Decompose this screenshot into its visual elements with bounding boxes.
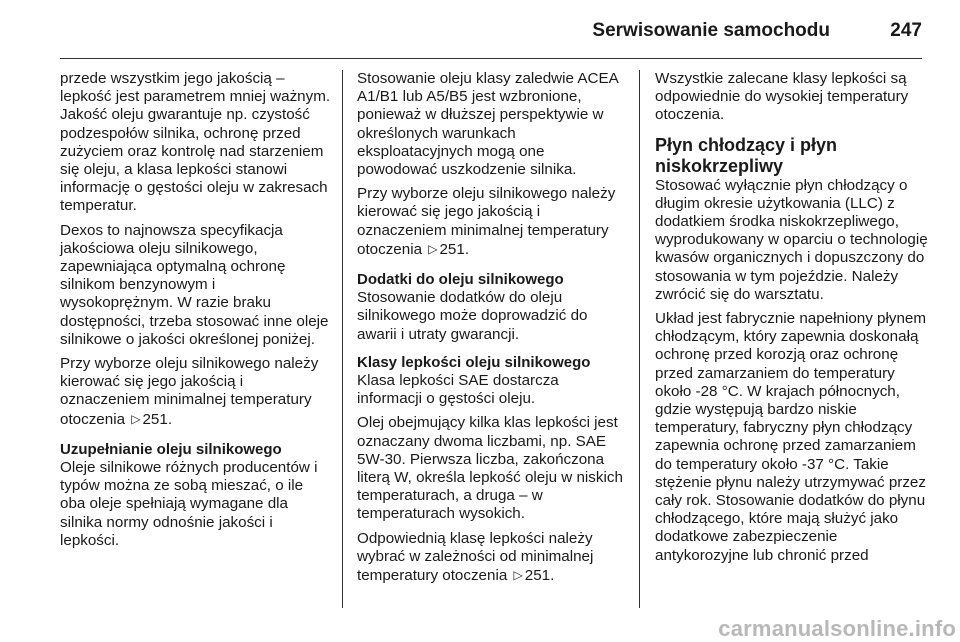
paragraph: przede wszystkim jego jakością – lepkość jest parametrem mniej ważnym. Jakość oleju gwarantuje np. czystość podzespołów silnika, ochronę przed zużyciem oraz kontrolę nad starzeniem się oleju, a klasa lepkości stanowi informację o gęstości oleju w zakresach temperatur. (60, 70, 331, 215)
page-reference[interactable] (426, 241, 469, 258)
paragraph: Układ jest fabrycznie napełniony płynem chłodzącym, który zapewnia doskonałą ochronę przed korozją oraz ochronę przed zamarzaniem do temperatury około -28 °C. W krajach północnych, gdzie występują bardzo niskie temperatury, fabryczny płyn chłodzący zapewnia ochronę przed zamarzaniem do temperatury około -37 °C. Takie stężenie płynu należy utrzymywać przez cały rok. Stosowanie dodatków do płynu chłodzącego, które mają służyć jako dodatkowe zabezpieczenie antykorozyjne lub chronić przed (655, 310, 926, 564)
paragraph (357, 185, 627, 259)
reference-page: 251. (142, 410, 173, 428)
page-reference[interactable] (512, 567, 555, 584)
paragraph: Olej obejmujący kilka klas lepkości jest oznaczany dwoma liczbami, np. SAE 5W-30. Pierwsza liczba, zakończona literą W, określa lepkość oleju w niskich temperaturach, a druga – w temperaturach wysokich. (357, 414, 623, 523)
paragraph (357, 530, 627, 586)
subheading-viscosity-classes: Klasy lepkości oleju silnikowego (357, 353, 591, 371)
column-divider (342, 70, 343, 608)
page-reference[interactable] (129, 411, 172, 428)
paragraph: Dexos to najnowsza specyfikacja jakościowa oleju silnikowego, zapewniająca optymalną ochronę silnikom benzynowym i wysokoprężnym. W razie braku dostępności, trzeba stosować inne oleje silnikowe o jakości określonej poniżej. (60, 221, 329, 348)
paragraph-text: Odpowiednią klasę lepkości należy wybrać w zależności od minimalnej temperatury otoczenia (357, 529, 594, 585)
paragraph (60, 355, 332, 429)
paragraph: Stosowanie dodatków do oleju silnikowego może doprowadzić do awarii i utraty gwarancji. (357, 289, 588, 343)
column-middle (357, 70, 627, 615)
reference-page: 251. (524, 567, 555, 585)
subheading-oil-topup: Uzupełnianie oleju silnikowego (60, 440, 282, 458)
reference-arrow-icon: ▷ (428, 241, 438, 256)
watermark: carmanualsonline.info (718, 616, 956, 641)
page-header (60, 16, 922, 46)
reference-page: 251. (439, 240, 470, 258)
section-heading-coolant: Płyn chłodzący i płyn niskokrzepliwy (655, 134, 838, 176)
paragraph-text: Przy wyborze oleju silnikowego należy kierować się jego jakością i oznaczeniem minimalnej temperatury otoczenia (60, 355, 319, 428)
page-number: 247 (890, 20, 922, 41)
column-divider (639, 70, 640, 608)
column-right (655, 70, 930, 615)
header-divider (60, 58, 922, 59)
paragraph: Klasa lepkości SAE dostarcza informacji o gęstości oleju. (357, 372, 559, 408)
paragraph: Stosowanie oleju klasy zaledwie ACEA A1/B1 lub A5/B5 jest wzbronione, ponieważ w dłuższej perspektywie w określonych warunkach eksploatacyjnych mogą one powodować uszkodzenie silnika. (357, 70, 618, 179)
paragraph-text: Przy wyborze oleju silnikowego należy kierować się jego jakością i oznaczeniem minimalnej temperatury otoczenia (357, 185, 616, 258)
paragraph: Stosować wyłącznie płyn chłodzący o długim okresie użytkowania (LLC) z dodatkiem środka niskokrzepliwego, wyprodukowany w oparciu o technologię kwasów organicznych i dopuszczony do stosowania w tym pojeździe. Należy zwrócić się do warsztatu. (655, 176, 928, 303)
subheading-oil-additives: Dodatki do oleju silnikowego (357, 271, 564, 289)
column-left (60, 70, 332, 615)
paragraph: Wszystkie zalecane klasy lepkości są odpowiednie do wysokiej temperatury otoczenia. (655, 70, 909, 124)
reference-arrow-icon: ▷ (513, 568, 523, 583)
page-title: Serwisowanie samochodu (592, 20, 830, 41)
reference-arrow-icon: ▷ (131, 411, 141, 426)
paragraph: Oleje silnikowe różnych producentów i typów można ze sobą mieszać, o ile oba oleje spełniają wymagane dla silnika normy odnośnie jakości i lepkości. (60, 459, 318, 549)
